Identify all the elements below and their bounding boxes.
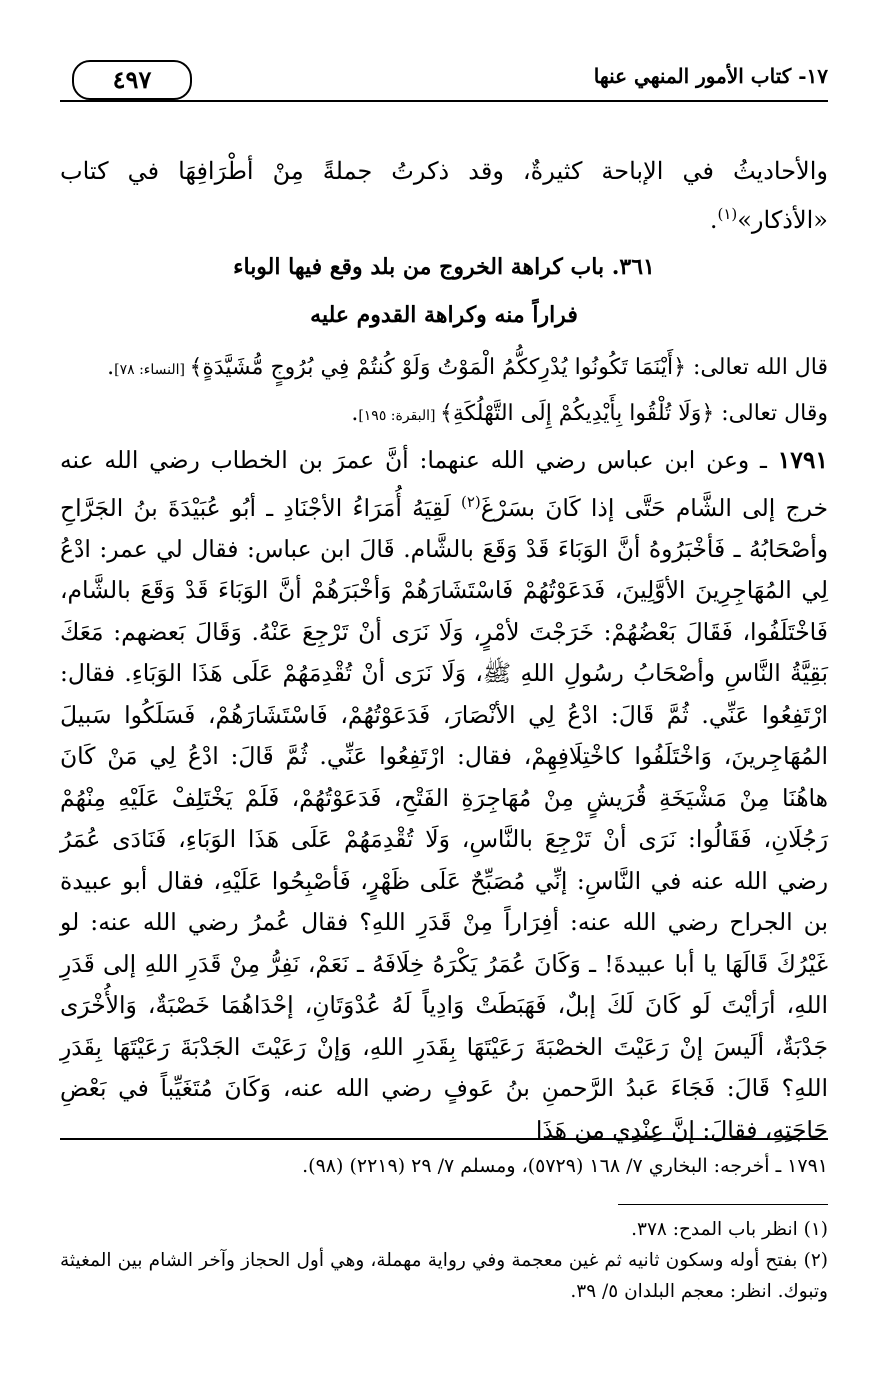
takhrij-divider xyxy=(60,1138,828,1140)
page-header xyxy=(60,58,828,106)
takhrij-note: ١٧٩١ ـ أخرجه: البخاري ٧/ ١٦٨ (٥٧٢٩)، ومسلم ٧/ ٢٩ (٢٢١٩) (٩٨). xyxy=(302,1155,828,1177)
chapter-heading-line2: فراراً منه وكراهة القدوم عليه xyxy=(310,302,578,328)
running-chapter-title: ١٧- كتاب الأمور المنهي عنها xyxy=(593,64,828,88)
footnote-number: (١) xyxy=(803,1219,828,1240)
header-rule xyxy=(60,100,828,102)
quran-verse-2 xyxy=(60,396,828,434)
verse-intro: قال الله تعالى: xyxy=(686,355,828,380)
verse-citation: [النساء: ٧٨] xyxy=(114,362,190,378)
intro-end: . xyxy=(709,206,718,234)
intro-paragraph xyxy=(60,150,828,242)
footnote-ref-1: (١) xyxy=(717,205,738,223)
footnote-text: انظر باب المدح: ٣٧٨. xyxy=(631,1219,798,1240)
verse-text: ﴿أَيْنَمَا تَكُونُوا يُدْرِككُّمُ الْمَوْتُ وَلَوْ كُنتُمْ فِي بُرُوجٍ مُّشَيَّدَةٍ﴾ xyxy=(189,355,687,380)
hadith-text-part1: ـ وعن ابن عباس رضي الله عنهما: أنَّ عمرَ بن الخطاب رضي الله عنه خرج إلى الشَّام حَتَّى إذا كَانَ بسَرْغَ xyxy=(60,446,829,522)
footnote-divider xyxy=(618,1204,828,1205)
hadith-number: ١٧٩١ xyxy=(777,446,828,474)
verse-intro: وقال تعالى: xyxy=(714,401,828,426)
footnotes xyxy=(60,1214,828,1307)
footnote-text: بفتح أوله وسكون ثانيه ثم غين معجمة وفي رواية مهملة، وهي أول الحجاز وآخر الشام بين المغيثة وتبوك. انظر: معجم البلدان ٥/ ٣٩. xyxy=(60,1250,828,1302)
verse-end: . xyxy=(107,355,115,380)
verse-end: . xyxy=(351,401,359,426)
footnote-1 xyxy=(60,1214,828,1245)
intro-text: والأحاديثُ في الإباحة كثيرةٌ، وقد ذكرتُ جملةً مِنْ أطْرَافِهَا في كتاب «الأذكار» xyxy=(60,157,828,234)
quran-verse-1 xyxy=(60,350,828,388)
footnote-2 xyxy=(60,1245,828,1307)
page-number: ٤٩٧ xyxy=(72,60,192,100)
hadith-text-part2: لَقِيَهُ أُمَرَاءُ الأجْنَادِ ـ أبُو عُبَيْدَةَ بنُ الجَرَّاحِ وأصْحَابُهُ ـ فَأخْبَرُوهُ أنَّ الوَبَاءَ قَدْ وَقَعَ بالشَّام. قَالَ ابن عباس: فقال لي عمر: ادْعُ لِي المُهَاجِرِينَ الأوَّلِينَ، فَدَعَوْتُهُمْ فَاسْتَشَارَهُمْ وَأخْبَرَهُمْ أنَّ الوَبَاءَ قَدْ وَقَعَ بالشَّام، فَاخْتَلَفُوا، فَقَالَ بَعْضُهُمْ: خَرَجْتَ لأمْرٍ، وَلَا نَرَى أنْ تَرْجِعَ عَنْهُ. وَقَالَ بَعضهم: مَعَكَ بَقِيَّةُ النَّاسِ وأصْحَابُ رسُولِ اللهِ ﷺ، وَلَا نَرَى أنْ تُقْدِمَهُمْ عَلَى هَذَا الوَبَاءِ. فقال: ارْتَفِعُوا عَنِّي. ثُمَّ قَالَ: ادْعُ لِي الأنْصَارَ، فَدَعَوْتُهُمْ، فَاسْتَشَارَهُمْ، فَسَلَكُوا سَبيلَ المُهَاجِرينَ، وَاخْتَلَفُوا كاخْتِلَافِهِمْ، فقال: ارْتَفِعُوا عَنِّي. ثُمَّ قَالَ: ادْعُ لِي مَنْ كَانَ هاهُنَا مِنْ مَشْيَخَةِ قُرَيشٍ مِنْ مُهَاجِرَةِ الفَتْحِ، فَدَعَوْتُهُمْ، فَلَمْ يَخْتَلِفْ عَلَيْهِ مِنْهُمْ رَجُلَانِ، فَقَالُوا: نَرَى أنْ تَرْجِعَ بالنَّاسِ، وَلَا تُقْدِمَهُمْ عَلَى هَذَا الوَبَاءِ، فَنَادَى عُمَرُ رضي الله عنه في النَّاسِ: إنِّي مُصَبِّحٌ عَلَى ظَهْرٍ، فَأصْبِحُوا عَلَيْهِ، فقال أبو عبيدة بن الجراح رضي الله عنه: أفِرَاراً مِنْ قَدَرِ اللهِ؟ فقال عُمرُ رضي الله عنه: لو غَيْرُكَ قَالَهَا يا أبا عبيدةَ! ـ وَكَانَ عُمَرُ يَكْرَهُ خِلَافَهُ ـ نَعَمْ، نَفِرُّ مِنْ قَدَرِ اللهِ إلى قَدَرِ اللهِ، أرَأيْتَ لَو كَانَ لَكَ إبلٌ، فَهَبَطَتْ وَادِياً لَهُ عُدْوَتَانِ، إحْدَاهُمَا خَصْبَةٌ، وَالأُخْرَى جَدْبَةٌ، ألَيسَ إنْ رَعَيْتَ الخصْبَةَ رَعَيْتَهَا بِقَدَرِ اللهِ، وَإنْ رَعَيْتَ الجَدْبَةَ رَعَيْتَهَا بِقَدَرِ اللهِ؟ قَالَ: فَجَاءَ عَبدُ الرَّحمنِ بنُ عَوفٍ رضي الله عنه، وَكَانَ مُتَغَيِّباً في بَعْضِ حَاجَتِهِ، فقالَ: إنَّ عِنْدِي من هَذَا xyxy=(60,493,828,1144)
footnote-number: (٢) xyxy=(803,1250,828,1271)
chapter-heading-line1: ٣٦١. باب كراهة الخروج من بلد وقع فيها الوباء xyxy=(233,254,655,280)
footnote-ref-2: (٢) xyxy=(460,492,481,511)
hadith-paragraph xyxy=(60,440,828,1151)
verse-citation: [البقرة: ١٩٥] xyxy=(358,408,440,424)
verse-text: ﴿وَلَا تُلْقُوا بِأَيْدِيكُمْ إِلَى التَّهْلُكَةِ﴾ xyxy=(439,401,715,426)
